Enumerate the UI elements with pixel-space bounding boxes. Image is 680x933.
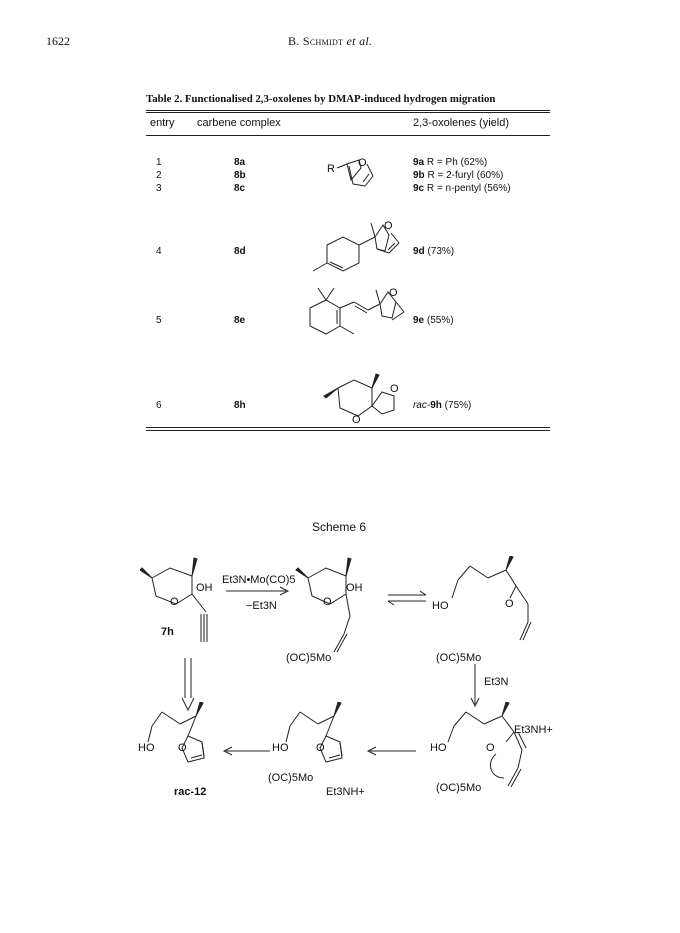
compound-label-rac-12: rac-12: [174, 786, 207, 798]
ho-label: HO: [138, 742, 155, 754]
o-label: O: [316, 742, 325, 754]
entry-cell: 6: [156, 400, 162, 411]
ho-label: HO: [430, 742, 447, 754]
equilibrium-arrows: [386, 590, 430, 606]
table-bottom-rule: [146, 427, 550, 428]
reaction-arrow-left: [366, 746, 418, 756]
svg-text:O: O: [389, 287, 398, 299]
table-caption: Table 2. Functionalised 2,3-oxolenes by DMAP-induced hydrogen migration: [146, 93, 496, 105]
table-top-rule-2: [146, 112, 550, 113]
svg-text:R: R: [327, 163, 335, 175]
table-top-rule: [146, 110, 550, 111]
et3nh-label: Et3NH+: [326, 786, 365, 798]
et3nh-label: Et3NH+: [514, 724, 553, 736]
ho-label: HO: [272, 742, 289, 754]
product-cell: 9d (73%): [413, 246, 455, 257]
compound-label-7h: 7h: [161, 626, 174, 638]
o-label: O: [486, 742, 495, 754]
mo-complex-label: (OC)5Mo: [268, 772, 314, 784]
product-cell: rac-9h (75%): [413, 400, 472, 411]
oh-label: OH: [346, 582, 363, 594]
entry-cell: 4: [156, 246, 162, 257]
ho-label: HO: [432, 600, 449, 612]
scheme-title: Scheme 6: [312, 520, 367, 534]
complex-cell: 8e: [234, 315, 246, 326]
column-header-oxolenes: 2,3-oxolenes (yield): [413, 117, 509, 129]
author-name: B. Schmidt: [288, 34, 344, 48]
mo-complex-label: (OC)5Mo: [286, 652, 332, 664]
svg-text:O: O: [384, 220, 393, 232]
table-header-rule: [146, 135, 550, 136]
column-header-carbene: carbene complex: [197, 117, 281, 129]
structure-2-substituted-dihydrofuran: [325, 150, 395, 192]
running-head: [288, 34, 372, 49]
svg-text:O: O: [358, 157, 367, 169]
reagent-minus-label: −Et3N: [246, 600, 277, 612]
mo-complex-label: (OC)5Mo: [436, 652, 482, 664]
entry-cell: 5: [156, 315, 162, 326]
complex-cell: 8d: [234, 246, 246, 257]
product-cell: 9e (55%): [413, 315, 454, 326]
compound-7h-structure: [140, 554, 248, 652]
complex-cell: 8a 8b 8c: [234, 157, 246, 194]
page-number: 1622: [46, 34, 70, 48]
reaction-arrow: [226, 586, 292, 596]
reaction-arrow-left: [222, 746, 272, 756]
entry-cell: 1 2 3: [156, 157, 162, 194]
et-al: et al.: [346, 34, 373, 48]
table-bottom-rule-2: [146, 430, 550, 431]
intermediate-1-structure: [290, 554, 390, 664]
svg-text:O: O: [390, 383, 399, 395]
structure-9e: [296, 280, 416, 352]
structure-rac-9h: [318, 368, 414, 430]
mo-complex-label: (OC)5Mo: [436, 782, 482, 794]
o-label: O: [505, 598, 514, 610]
o-label: O: [323, 596, 332, 608]
oh-label: OH: [196, 582, 213, 594]
reagent-label: Et3N•Mo(CO)5: [222, 574, 296, 586]
ketone-intermediate-structure: [450, 556, 560, 666]
structure-9d: [305, 213, 415, 283]
svg-text:O: O: [352, 414, 361, 426]
o-label: O: [170, 596, 179, 608]
complex-cell: 8h: [234, 400, 246, 411]
reagent-right-label: Et3N: [484, 676, 509, 688]
product-cell: 9a R = Ph (62%) 9b R = 2-furyl (60%) 9c R = n-pentyl (56%): [413, 157, 511, 194]
column-header-entry: entry: [150, 117, 175, 129]
o-label: O: [178, 742, 187, 754]
